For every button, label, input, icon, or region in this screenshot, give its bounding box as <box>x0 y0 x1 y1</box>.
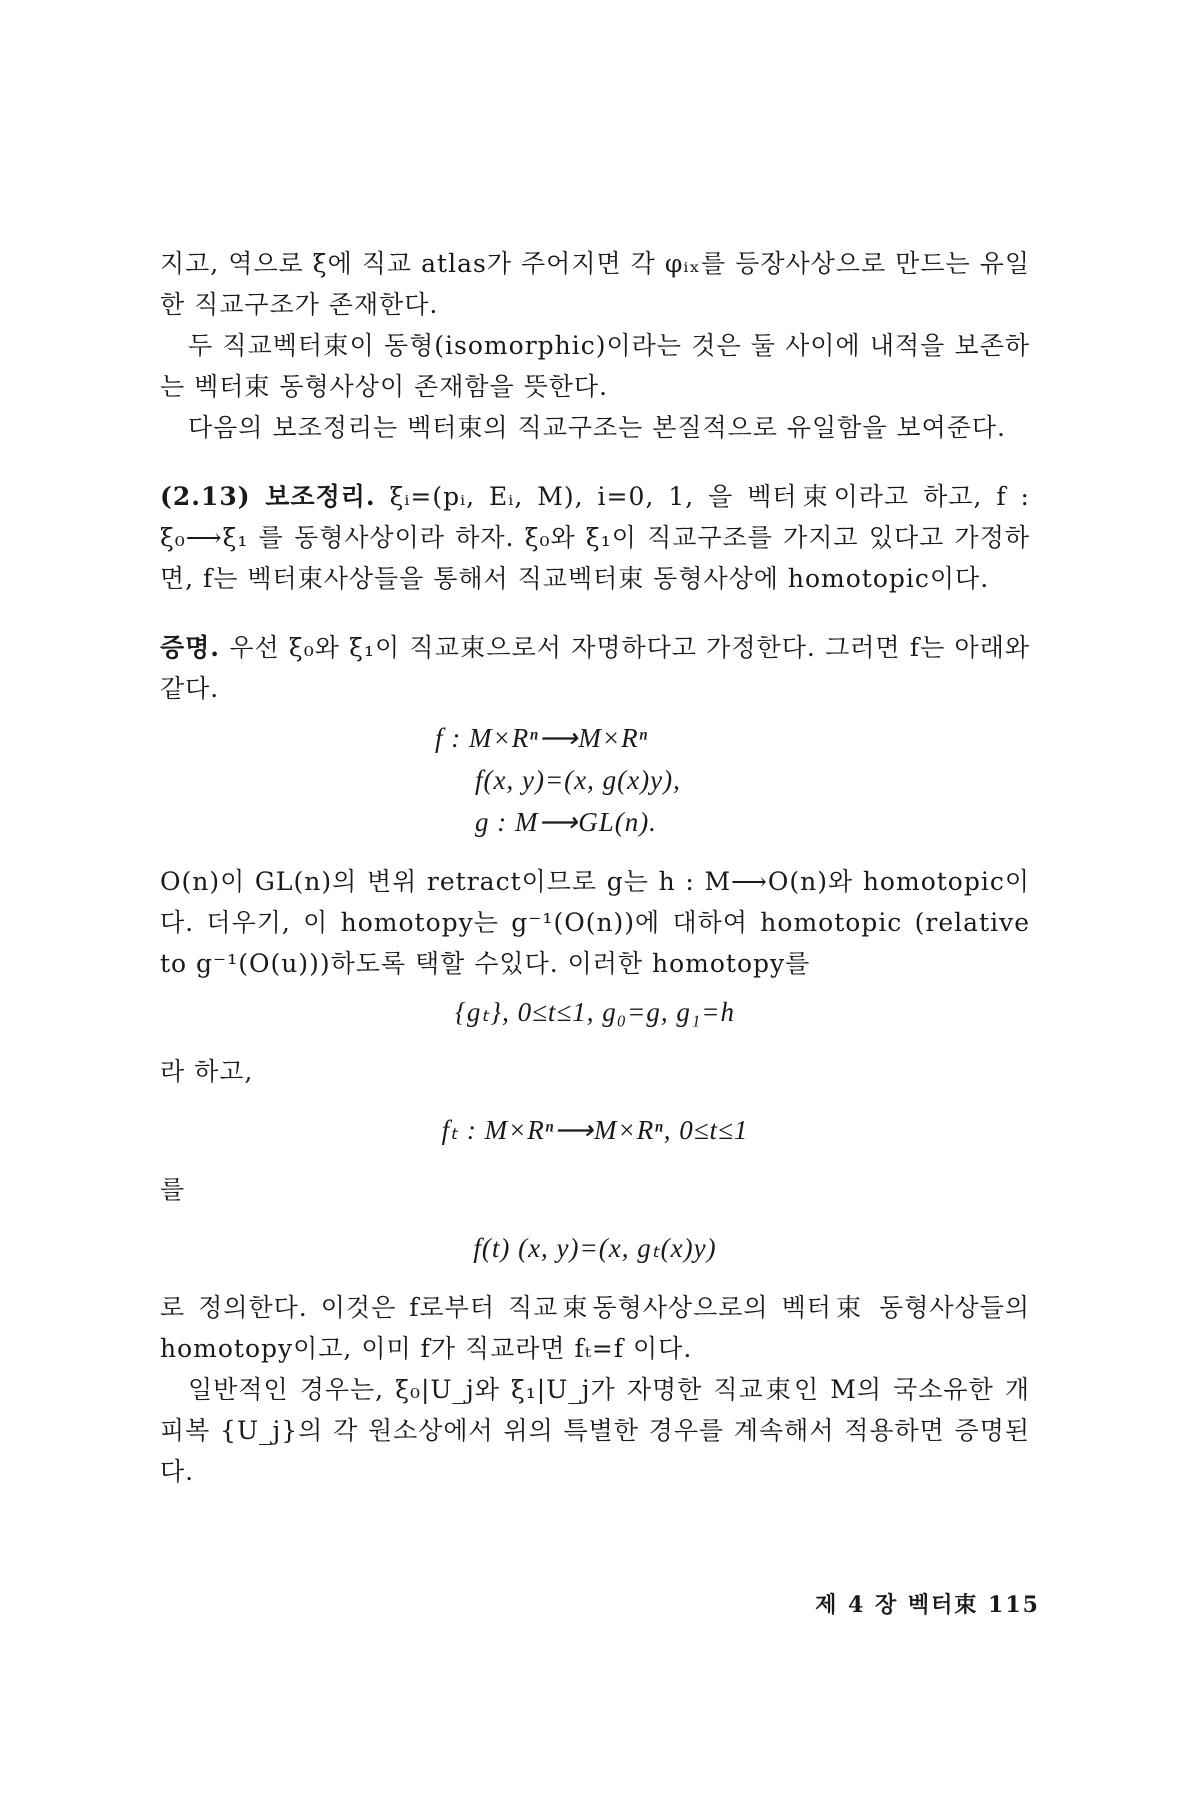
text-reul: 를 <box>160 1175 186 1204</box>
proof-paragraph <box>160 627 1030 709</box>
lemma-2-13 <box>160 476 1030 599</box>
proof-label: 증명. <box>160 633 221 662</box>
equation-homotopy-family: {gₜ}, 0≤t≤1, g₀=g, g₁=h <box>455 997 735 1027</box>
paragraph-general-case: 일반적인 경우는, ξ₀|U_j와 ξ₁|U_j가 자명한 직교束인 M의 국소유한 개피복 {U_j}의 각 원소상에서 위의 특별한 경우를 계속해서 적용하면 증명된다. <box>160 1375 1030 1486</box>
equation-f-map: f : M×Rⁿ⟶M×Rⁿ <box>435 723 649 753</box>
running-head-page-number: 제 4 장 벡터束 115 <box>815 1592 1040 1618</box>
lemma-statement: ξᵢ=(pᵢ, Eᵢ, M), i=0, 1, 을 벡터束이라고 하고, f : ξ₀⟶ξ₁ 를 동형사상이라 하자. ξ₀와 ξ₁이 직교구조를 가지고 있다고 가정하면, f는 벡터束사상들을 통해서 직교벡터束 동형사상에 homotopic이다. <box>160 482 1030 593</box>
paragraph-orthogonal-atlas: 지고, 역으로 ξ에 직교 atlas가 주어지면 각 φᵢₓ를 등장사상으로 만드는 유일한 직교구조가 존재한다. <box>160 249 1030 319</box>
equation-ft-map: fₜ : M×Rⁿ⟶M×Rⁿ, 0≤t≤1 <box>441 1115 749 1145</box>
paragraph-definition-ft: 로 정의한다. 이것은 f로부터 직교束동형사상으로의 벡터束 동형사상들의 homotopy이고, 이미 f가 직교라면 fₜ=f 이다. <box>160 1293 1030 1363</box>
equation-g-map: g : M⟶GL(n). <box>475 807 657 837</box>
paragraph-lemma-intro: 다음의 보조정리는 벡터束의 직교구조는 본질적으로 유일함을 보여준다. <box>188 413 1006 442</box>
body-text <box>160 243 1030 1492</box>
lemma-label: (2.13) 보조정리. <box>160 482 376 511</box>
text-rahago: 라 하고, <box>160 1057 254 1086</box>
equation-ft-formula: f(t) (x, y)=(x, gₜ(x)y) <box>473 1233 717 1263</box>
display-equations-trivial <box>160 717 1030 843</box>
paragraph-retract-homotopic: O(n)이 GL(n)의 변위 retract이므로 g는 h : M⟶O(n)와 homotopic이다. 더우기, 이 homotopy는 g⁻¹(O(n))에 대하여 homotopic (relative to g⁻¹(O(u)))하도록 택할 수있다. 이러한 homotopy를 <box>160 867 1030 978</box>
proof-opening: 우선 ξ₀와 ξ₁이 직교束으로서 자명하다고 가정한다. 그러면 f는 아래와 같다. <box>160 633 1031 703</box>
paragraph-isomorphic-definition: 두 직교벡터束이 동형(isomorphic)이라는 것은 둘 사이에 내적을 보존하는 벡터束 동형사상이 존재함을 뜻한다. <box>160 331 1030 401</box>
equation-f-formula: f(x, y)=(x, g(x)y), <box>475 765 681 795</box>
